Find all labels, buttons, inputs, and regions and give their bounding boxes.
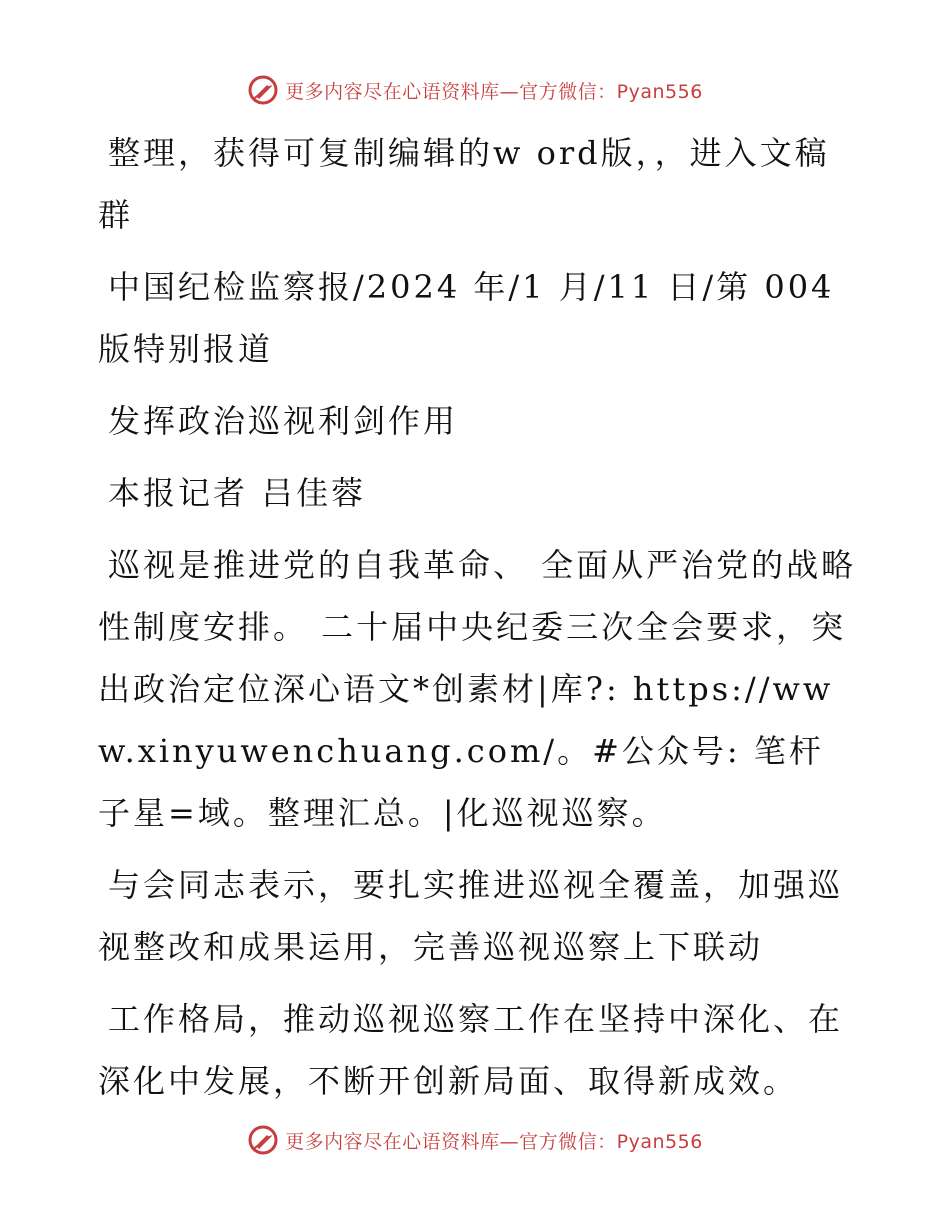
body-paragraph: 巡视是推进党的自我革命、 全面从严治党的战略性制度安排。 二十届中央纪委三次全会要求，突出政治定位深心语文*创素材|库?: https://www.xinyuwenchuang.com/。#公众号: 笔杆子星=域。整理汇总。|化巡视巡察。 — [98, 546, 857, 832]
footer-banner-text: 更多内容尽在心语资料库—官方微信：Pyan556 — [285, 1130, 703, 1153]
article-title: 发挥政治巡视利剑作用 — [108, 402, 459, 440]
intro-note-paragraph: 整理，获得可复制编辑的w ord版，，进入文稿群 — [98, 134, 830, 234]
pen-nib-logo-icon — [247, 1124, 279, 1156]
source-line-paragraph: 中国纪检监察报/2024 年/1 月/11 日/第 004 版特别报道 — [98, 268, 835, 368]
header-banner-text: 更多内容尽在心语资料库—官方微信：Pyan556 — [285, 80, 703, 103]
byline: 本报记者 吕佳蓉 — [108, 474, 367, 512]
header-banner — [0, 70, 950, 110]
body-paragraph: 工作格局，推动巡视巡察工作在坚持中深化、在深化中发展，不断开创新局面、取得新成效。 — [98, 1000, 844, 1100]
body-paragraph: 与会同志表示，要扎实推进巡视全覆盖，加强巡视整改和成果运用，完善巡视巡察上下联动 — [98, 866, 844, 966]
pen-nib-logo-icon — [247, 74, 279, 106]
footer-banner — [0, 1120, 950, 1160]
document-body — [98, 122, 858, 1122]
